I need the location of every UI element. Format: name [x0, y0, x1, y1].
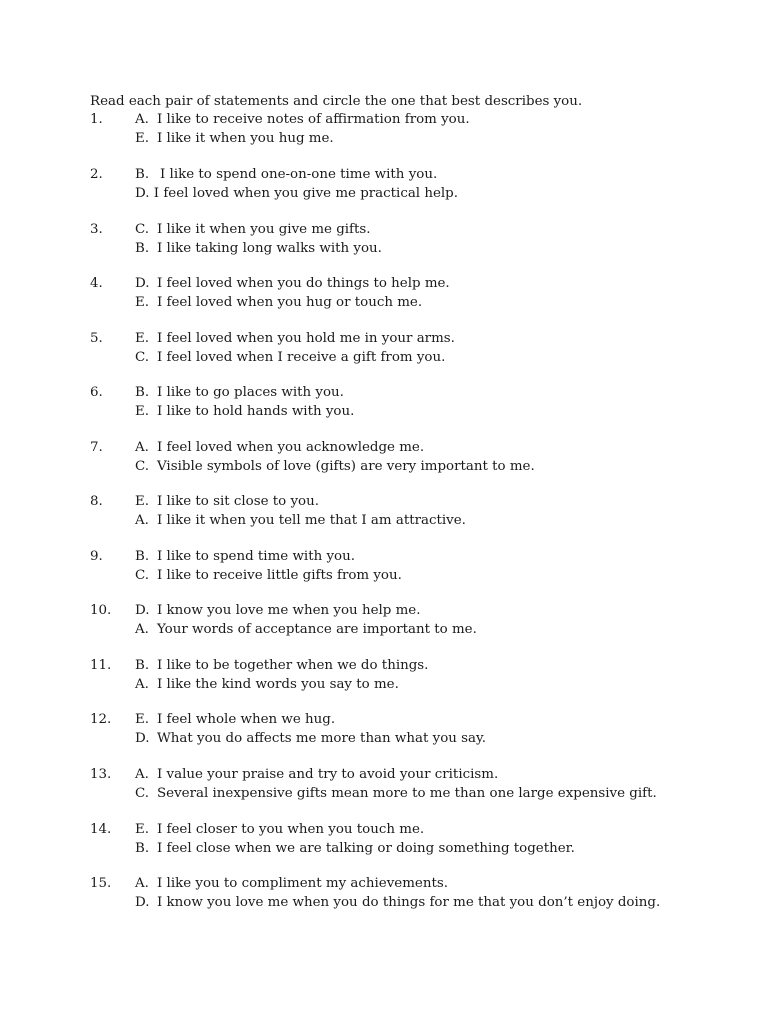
question-number: 5. — [90, 331, 103, 346]
option-letter: E. — [135, 712, 150, 727]
option-text: I like it when you tell me that I am attractive. — [157, 512, 466, 528]
question-number: 1. — [90, 112, 103, 127]
instructions: Read each pair of statements and circle the one that best describes you. — [90, 94, 583, 109]
option-letter: E. — [135, 130, 150, 146]
option-text: I feel whole when we hug. — [157, 712, 336, 727]
option-text: I like to be together when we do things. — [157, 658, 429, 673]
question-number: 11. — [90, 658, 112, 673]
option-letter: A. — [135, 676, 149, 692]
option-text: I like the kind words you say to me. — [157, 676, 399, 692]
option-text: D. I feel loved when you give me practical help. — [135, 185, 459, 201]
option-letter: A. — [135, 112, 149, 127]
option-letter: A. — [135, 876, 149, 891]
option-text: Your words of acceptance are important to me. — [157, 621, 477, 637]
question-number: 7. — [90, 440, 103, 455]
option-text: What you do affects me more than what you say. — [157, 730, 487, 746]
question-number: 4. — [90, 276, 103, 291]
option-text: I like to hold hands with you. — [157, 403, 355, 419]
option-letter: B. — [135, 240, 150, 256]
option-letter: E. — [135, 294, 150, 310]
question-number: 2. — [90, 167, 103, 182]
option-text: I like to sit close to you. — [157, 494, 320, 509]
option-letter: E. — [135, 494, 150, 509]
option-text: Several inexpensive gifts mean more to me than one large expensive gift. — [157, 785, 657, 801]
question-number: 10. — [90, 603, 112, 618]
option-letter: A. — [135, 440, 149, 455]
option-text: I like it when you hug me. — [157, 130, 334, 146]
option-letter: C. — [135, 349, 150, 365]
option-text: I feel close when we are talking or doing something together. — [157, 840, 575, 856]
option-text: I feel closer to you when you touch me. — [157, 822, 425, 837]
question-number: 13. — [90, 767, 112, 782]
option-letter: A. — [135, 512, 149, 528]
option-text: I like to go places with you. — [157, 385, 344, 400]
option-text: I know you love me when you help me. — [157, 603, 421, 618]
option-letter: C. — [135, 458, 150, 474]
question-number: 12. — [90, 712, 112, 727]
option-text: I value your praise and try to avoid your criticism. — [157, 767, 499, 782]
option-letter: B. — [135, 840, 150, 856]
option-letter: E. — [135, 822, 150, 837]
option-letter: B. — [135, 549, 150, 564]
option-text: I like taking long walks with you. — [157, 240, 382, 256]
question-number: 8. — [90, 494, 103, 509]
option-text: Visible symbols of love (gifts) are very important to me. — [157, 458, 535, 474]
question-number: 6. — [90, 385, 103, 400]
option-letter: D. — [135, 276, 150, 291]
option-text: I feel loved when you do things to help me. — [157, 276, 450, 291]
option-letter: E. — [135, 331, 150, 346]
option-text: I feel loved when you hug or touch me. — [157, 294, 423, 310]
option-letter: A. — [135, 767, 149, 782]
question-number: 14. — [90, 822, 112, 837]
option-letter: C. — [135, 222, 150, 237]
option-text: I like to receive notes of affirmation from you. — [157, 112, 470, 127]
option-text: I feel loved when you hold me in your arms. — [157, 331, 455, 346]
option-letter: D. — [135, 603, 150, 618]
option-letter: B. — [135, 658, 150, 673]
option-letter: B. — [135, 167, 150, 182]
option-letter: B. — [135, 385, 150, 400]
option-letter: D. — [135, 894, 150, 910]
option-text: I like to spend time with you. — [157, 549, 355, 564]
option-letter: E. — [135, 403, 150, 419]
question-number: 3. — [90, 222, 103, 237]
option-text: I feel loved when you acknowledge me. — [157, 440, 425, 455]
option-text: I like to receive little gifts from you. — [157, 567, 402, 583]
option-text: I like to spend one-on-one time with you. — [160, 167, 438, 182]
option-letter: D. — [135, 730, 150, 746]
option-text: I like you to compliment my achievements. — [157, 876, 448, 891]
option-text: I like it when you give me gifts. — [157, 222, 371, 237]
option-text: I know you love me when you do things for me that you don’t enjoy doing. — [157, 894, 661, 910]
option-letter: C. — [135, 785, 150, 801]
option-letter: C. — [135, 567, 150, 583]
option-text: I feel loved when I receive a gift from you. — [157, 349, 446, 365]
question-number: 15. — [90, 876, 112, 891]
question-number: 9. — [90, 549, 103, 564]
option-letter: A. — [135, 621, 149, 637]
